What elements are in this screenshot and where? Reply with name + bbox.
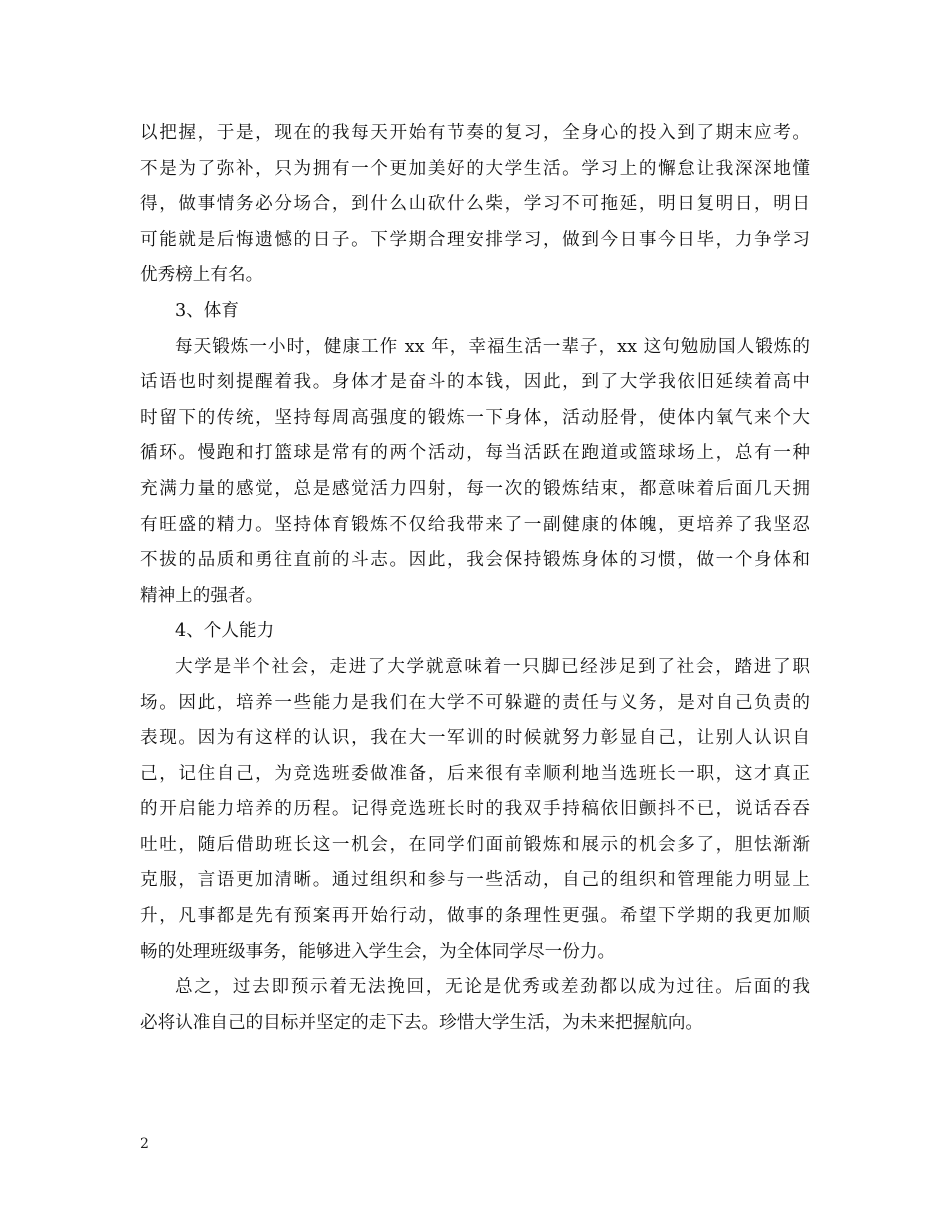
text-line: 场。因此，培养一些能力是我们在大学不可躲避的责任与义务，是对自己负责的 [140, 692, 810, 713]
text-line: 话语也时刻提醒着我。身体才是奋斗的本钱，因此，到了大学我依旧延续着高中 [140, 372, 810, 393]
text-line: 不是为了弥补，只为拥有一个更加美好的大学生活。学习上的懈怠让我深深地懂 [140, 158, 810, 179]
document-body [140, 116, 810, 1041]
text-line: 表现。因为有这样的认识，我在大一军训的时候就努力彰显自己，让别人认识自 [140, 728, 810, 749]
text-line: 每天锻炼一小时，健康工作 xx 年，幸福生活一辈子，xx 这句勉励国人锻炼的 [175, 336, 810, 357]
text-line: 时留下的传统，坚持每周高强度的锻炼一下身体，活动胫骨，使体内氧气来个大 [140, 407, 810, 428]
text-line: 不拔的品质和勇往直前的斗志。因此，我会保持锻炼身体的习惯，做一个身体和 [140, 550, 810, 571]
text-line: 大学是半个社会，走进了大学就意味着一只脚已经涉足到了社会，踏进了职 [175, 656, 810, 677]
text-line: 畅的处理班级事务，能够进入学生会，为全体同学尽一份力。 [140, 941, 616, 962]
text-line: 可能就是后悔遗憾的日子。下学期合理安排学习，做到今日事今日毕，力争学习 [140, 229, 810, 250]
text-line: 的开启能力培养的历程。记得竞选班长时的我双手持稿依旧颤抖不已，说话吞吞 [140, 799, 810, 820]
text-line: 必将认准自己的目标并坚定的走下去。珍惜大学生活，为未来把握航向。 [140, 1012, 704, 1033]
text-line: 克服，言语更加清晰。通过组织和参与一些活动，自己的组织和管理能力明显上 [140, 870, 810, 891]
text-line: 循环。慢跑和打篮球是常有的两个活动，每当活跃在跑道或篮球场上，总有一种 [140, 443, 810, 464]
text-line: 充满力量的感觉，总是感觉活力四射，每一次的锻炼结束，都意味着后面几天拥 [140, 478, 810, 499]
text-line: 有旺盛的精力。坚持体育锻炼不仅给我带来了一副健康的体魄，更培养了我坚忍 [140, 514, 810, 535]
text-line: 以把握，于是，现在的我每天开始有节奏的复习，全身心的投入到了期末应考。 [140, 123, 810, 143]
text-line: 4、个人能力 [175, 621, 275, 642]
page-number: 2 [140, 1136, 149, 1152]
text-line: 优秀榜上有名。 [140, 265, 264, 286]
text-line: 3、体育 [175, 300, 239, 321]
text-line: 己，记住自己，为竞选班委做准备，后来很有幸顺利地当选班长一职，这才真正 [140, 763, 810, 784]
text-line: 总之，过去即预示着无法挽回，无论是优秀或差劲都以成为过往。后面的我 [175, 977, 810, 998]
text-line: 升，凡事都是先有预案再开始行动，做事的条理性更强。希望下学期的我更加顺 [140, 906, 810, 927]
text-line: 得，做事情务必分场合，到什么山砍什么柴，学习不可拖延，明日复明日，明日 [140, 194, 810, 215]
text-line: 吐吐，随后借助班长这一机会，在同学们面前锻炼和展示的机会多了，胆怯渐渐 [140, 834, 810, 855]
text-line: 精神上的强者。 [140, 585, 264, 606]
